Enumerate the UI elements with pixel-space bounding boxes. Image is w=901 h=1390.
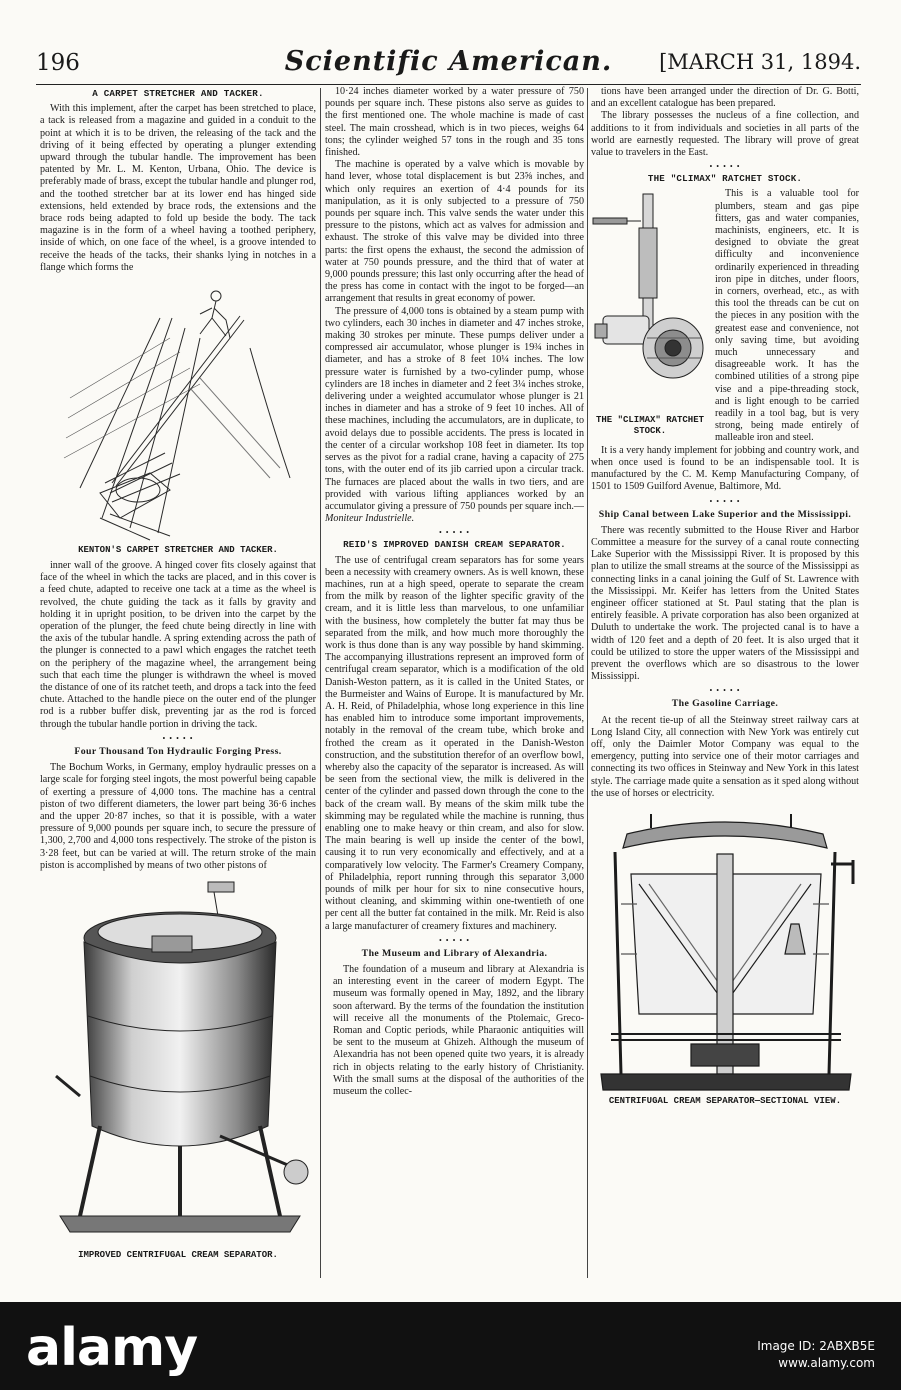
article-paragraph: The foundation of a museum and library at Alexandria is an interesting event in the career of modern Egypt. The museum was formally opened in May, 1892, and the library soon afterward. By the terms of the foundation the institution will receive all the monuments of the Ptolemaic, Greco-Roman and Coptic periods, while Pharaonic antiquities will be sent to the museum at Ghizeh. Although the museum of Alexandria has not been opened quite two years, it is already rich in objects relating to the early history of Christianity. With the small sums at the disposal of the authorities of the museum the collec- [333, 964, 584, 1098]
column-rule [320, 88, 321, 1278]
article-paragraph: 10·24 inches diameter worked by a water pressure of 750 pounds per square inch. These pistons also serve as guides to the first mentioned one. The whole machine is made of cast steel. The main crosshead, which is in two pieces, weighs 64 tons; the cylinder weighed 57 tons in the rough and 35 tons finished. [325, 86, 584, 159]
article-heading: REID'S IMPROVED DANISH CREAM SEPARATOR. [343, 539, 566, 551]
image-id: Image ID: 2ABXB5E [757, 1339, 875, 1353]
article-heading: The Museum and Library of Alexandria. [361, 947, 548, 959]
article-paragraph: With this implement, after the carpet has been stretched to place, a tack is released from a magazine and guided in a conduit to the point at which it is to be driven, the releasing of the tack and the driving of it being effected by operating a plunger extending upward through the tubular handle. The improvement has been patented by Mr. L. M. Kenton, Urbana, Ohio. The device is preferably made of brass, except the tubular handle and plunger rod, and the toothed stretcher bar at its lower end has hinged side extensions, held extended by brace rods, the extensions and the brace rods being adapted to fold up beside the body. The tack magazine is in the form of a wheel having a toothed periphery, inside of which, on one face of the wheel, is a groove intended to receive the heads of the tacks, their shanks lying in notches in a flange which forms the [40, 103, 316, 273]
article-paragraph: tions have been arranged under the direction of Dr. G. Botti, and an excellent catalogue has been prepared. [591, 86, 859, 110]
figure-caption: IMPROVED CENTRIFUGAL CREAM SEPARATOR. [78, 1249, 278, 1260]
figure-caption: CENTRIFUGAL CREAM SEPARATOR—SECTIONAL VIEW. [608, 1095, 842, 1106]
page-header [36, 44, 861, 85]
article-paragraph: At the recent tie-up of all the Steinway street railway cars at Long Island City, all connection with New York was entirely cut off, only the Daimler Motor Company was equal to the emergency, putting into service one of their motor carriages and connecting its two offices in Steinway and New York in this latest style. The carriage made quite a sensation as it sped along without the use of horses or electricity. [591, 714, 859, 799]
ratchet-stock-figure [591, 188, 709, 440]
section-separator: • • • • • [438, 528, 470, 538]
watermark-logo: alamy [26, 1318, 198, 1378]
article-heading: A CARPET STRETCHER AND TACKER. [92, 88, 264, 99]
figure-caption: KENTON'S CARPET STRETCHER AND TACKER. [78, 545, 278, 556]
article-heading: The Gasoline Carriage. [671, 698, 779, 710]
column-2 [325, 86, 584, 1286]
masthead: Scientific American. [284, 46, 613, 77]
section-separator: • • • • • [709, 162, 741, 172]
article-heading: Ship Canal between Lake Superior and the Mississippi. [598, 508, 852, 520]
section-separator: • • • • • [438, 935, 470, 945]
column-1 [40, 86, 316, 1286]
article-paragraph: The machine is operated by a valve which is movable by hand lever, whose total displacement is but 23⅝ inches, and which only requires an exertion of 4·4 pounds for its manipulation, as it is only subjected to a pressure of 750 pounds per square inch. This valve sends the water under this pressure to the pistons, which act as valves for admission and exhaust. The stroke of this valve may be divided into three parts: the first opens the exhaust, the second the admission of water at 750 pounds pressure, and the third that of water at 9,000 pounds pressure; this last only occurring after the head of the press has come in contact with the ingot to be forged—an arrangement that results in great economy of power. [325, 159, 584, 305]
article-paragraph: This is a valuable tool for plumbers, steam and gas pipe fitters, gas and water companies, machinists, engineers, etc. It is designed to obviate the great difficulty and inconvenience ordinarily experienced in threading iron pipe in ditches, under floors, in corners, overhead, etc., as with this tool the threads can be cut on the pieces in any position with the greatest ease and convenience, not only saving time, but avoiding much unnecessary and disagreeable work. It has the combined utilities of a strong pipe vise and a pipe-threading stock, and is light enough to be carried readily in a tool bag, but is very strong, being made entirely of malleable iron and steel. [715, 188, 859, 444]
stock-info [757, 1338, 875, 1372]
separator-sectional-illustration [591, 804, 859, 1094]
source-credit: Moniteur Industrielle. [325, 513, 415, 525]
section-separator: • • • • • [709, 686, 741, 696]
article-paragraph: The library possesses the nucleus of a fine collection, and additions to it from individuals and societies in all parts of the world are earnestly requested. The library will prove of great value to travelers in the East. [591, 110, 859, 159]
ratchet-stock-illustration [591, 188, 709, 408]
figure-caption: THE "CLIMAX" RATCHET STOCK. [595, 414, 705, 436]
carpet-stretcher-illustration [40, 278, 316, 543]
article-paragraph: inner wall of the groove. A hinged cover fits closely against that face of the wheel in which the tacks are placed, and in this cover is a feed chute, adapted to receive one tack at a time as the wheel is revolved, the chute guiding the tack as it falls by gravity and holding it in upright position, to be driven into the carpet by the operation of the plunger, the feed chute being directly in line with the axis of the tubular handle. A spring extending across the path of the plunger is connected to a pawl which engages the ratchet teeth on the periphery of the magazine wheel, the arrangement being such that each time the plunger is withdrawn the wheel is moved the distance of one of its ratchet teeth, and drops a tack into the feed chute. Attached to the handle piece on the outer end of the plunger rod is a rubber buffer disk, preventing jar as the rod is forced through the tubular handle portion in driving the tack. [40, 560, 316, 730]
site-url: www.alamy.com [778, 1356, 875, 1370]
article-heading: THE "CLIMAX" RATCHET STOCK. [647, 173, 803, 185]
section-separator: • • • • • [709, 496, 741, 506]
article-paragraph: There was recently submitted to the House River and Harbor Committee a measure for the survey of a canal route connecting Lake Superior with the Mississippi River. It is proposed by this plan to utilize the small streams at the source of the Mississippi as connecting links in a canal joining the Gulf of St. Lawrence with the Mississippi. Mr. Keifer has letters from the United States engineer officer stationed at St. Paul stating that the plan is entirely feasible. A private corporation has also been organized at Duluth to undertake the work. The projected canal is to have a width of 120 feet and a depth of 20 feet. It is also urged that it could be utilized to store the upper waters of the Mississippi and prevent the overflows which are so disastrous to the lower Mississippi. [591, 524, 859, 683]
stock-watermark-bar [0, 1302, 901, 1390]
cream-separator-illustration [40, 876, 316, 1248]
section-separator: • • • • • [162, 733, 194, 743]
column-3 [591, 86, 859, 1286]
paragraph-text: The pressure of 4,000 tons is obtained by a steam pump with two cylinders, each 30 inches in diameter and 47 inches stroke, making 30 strokes per minute. These pumps deliver under a compressed air accumulator, whose plunger is 19¾ inches in diameter, and has a stroke of 8 feet 10¼ inches. The low pressure water is furnished by a two-cylinder pump, whose cylinders are 18 inches in diameter and 2 feet 3¼ inches stroke, delivering under a weighted accumulator whose plunger is 21 inches in diameter and has a stroke of 9 feet 10 inches. All of these machines, including the accumulators, are in duplicate, to avoid delays due to possible accidents. The press is located in the center of a circular workshop 108 feet in diameter. Its top serves as the pivot for a radial crane, having a capacity of 275 tons, with the outer end of its jib carried upon a circular track. The furnaces are placed about the walls in two tiers, and are provided with various lifting appliances worked by an accumulator giving a pressure of 750 pounds per square inch.— [325, 305, 584, 512]
article-paragraph [325, 306, 584, 526]
column-rule [587, 88, 588, 1278]
page-number: 196 [36, 50, 80, 76]
article-paragraph: It is a very handy implement for jobbing and country work, and when once used is found to be an indispensable tool. It is manufactured by the C. M. Kemp Manufacturing Company, of 1501 to 1509 Guilford Avenue, Baltimore, Md. [591, 444, 859, 493]
article-heading: Four Thousand Ton Hydraulic Forging Press. [74, 745, 282, 757]
issue-date: [MARCH 31, 1894. [659, 50, 861, 74]
article-paragraph: The Bochum Works, in Germany, employ hydraulic presses on a large scale for forging steel ingots, the most powerful being capable of exerting a pressure of 4,000 tons. The machine has a central piston of two different diameters, the lower part being 36·6 inches and the upper 20·87 inches, so that it is possible, with a water pressure of 9,000 pounds per square inch, to secure the pressure of 1,300, 2,700 and 4,000 tons respectively. The stroke of the piston is 3·28 feet, but can be varied at will. The return stroke of the main piston is accomplished by means of two other pistons of [40, 762, 316, 871]
article-paragraph: The use of centrifugal cream separators has for some years been a necessity with creamery owners. As is well known, these machines, run at a high speed, operate to separate the cream from the milk by reason of the lighter specific gravity of the cream, and it is little less than marvelous, to one unfamiliar with the business, how completely the butter fat may thus be separated from the milk, and how much more thoroughly the work is thus done than is any way possible by hand skimming. The accompanying illustrations represent an improved form of centrifugal cream separator, which is a modification of the old Danish-Weston pattern, as it is called in the United States, or the Burmeister and Wains of Europe. It is manufactured by Mr. A. H. Reid, of Philadelphia, whose long experience in this line has enabled him to introduce some important improvements, notably in the removal of the cream tube, which broke and frothed the cream as it operated in the Danish-Weston construction, and the substitution therefor of an overflow bowl, whereby also the capacity of the separator is increased. As will be seen from the sectional view, the milk is delivered in the center of the cylinder and passed down through the cone to the back of the cream wall. By means of the skim milk tube the skimming may be regulated while the machine is running, thus enabling one to make heavy or thin cream, and also for slow. The main bearing is well up inside the center of the bowl, causing it to run very economically and effectively, and at a comparatively low velocity. The Farmer's Creamery Company, of Philadelphia, report running through this separator 3,000 pounds of milk per hour for six to nine consecutive hours, without cleaning, and skimming within one-twentieth of one per cent all the butter fat contained in the milk. Mr. Reid is also a large manufacturer of creamery fixtures and machinery. [325, 554, 584, 932]
